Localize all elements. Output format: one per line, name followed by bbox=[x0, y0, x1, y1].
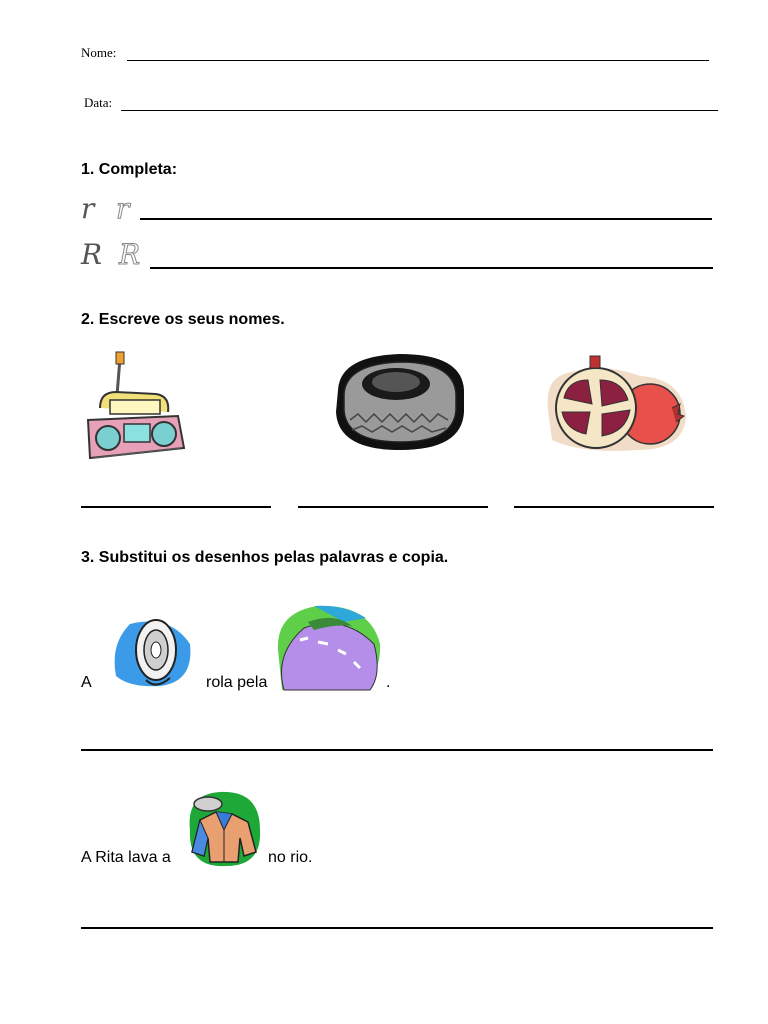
radio-icon bbox=[80, 350, 192, 470]
jacket-icon bbox=[186, 790, 262, 868]
sentence2-part1: A Rita lava a bbox=[81, 849, 171, 866]
date-field-line[interactable] bbox=[121, 110, 718, 111]
name-label: Nome: bbox=[81, 45, 117, 60]
sentence2-part2: no rio. bbox=[268, 849, 313, 866]
road-icon bbox=[274, 604, 382, 692]
answer-line-pomegranate[interactable] bbox=[514, 506, 714, 508]
sentence1-part2: rola pela bbox=[206, 674, 268, 691]
cursive-uppercase-r-trace: R bbox=[119, 238, 141, 271]
copy-line-sentence1[interactable] bbox=[81, 749, 713, 751]
copy-line-sentence2[interactable] bbox=[81, 927, 713, 929]
cursive-lowercase-r: r bbox=[81, 192, 95, 225]
section1-title: 1. Completa: bbox=[81, 161, 178, 178]
answer-line-tire[interactable] bbox=[298, 506, 488, 508]
rolling-tire-icon bbox=[110, 614, 194, 692]
name-field-line[interactable] bbox=[127, 60, 709, 61]
cursive-uppercase-r: R bbox=[81, 238, 103, 271]
pomegranate-icon bbox=[542, 350, 688, 454]
date-label: Data: bbox=[84, 95, 113, 110]
section3-title: 3. Substitui os desenhos pelas palavras e copia. bbox=[81, 549, 449, 566]
sentence1-part3: . bbox=[386, 674, 391, 691]
cursive-lowercase-r-trace: r bbox=[116, 192, 130, 225]
uppercase-writing-line[interactable] bbox=[150, 267, 713, 269]
answer-line-radio[interactable] bbox=[81, 506, 271, 508]
lowercase-writing-line[interactable] bbox=[140, 218, 712, 220]
tire-icon bbox=[328, 350, 468, 454]
section2-title: 2. Escreve os seus nomes. bbox=[81, 311, 285, 328]
sentence1-part1: A bbox=[81, 674, 92, 691]
